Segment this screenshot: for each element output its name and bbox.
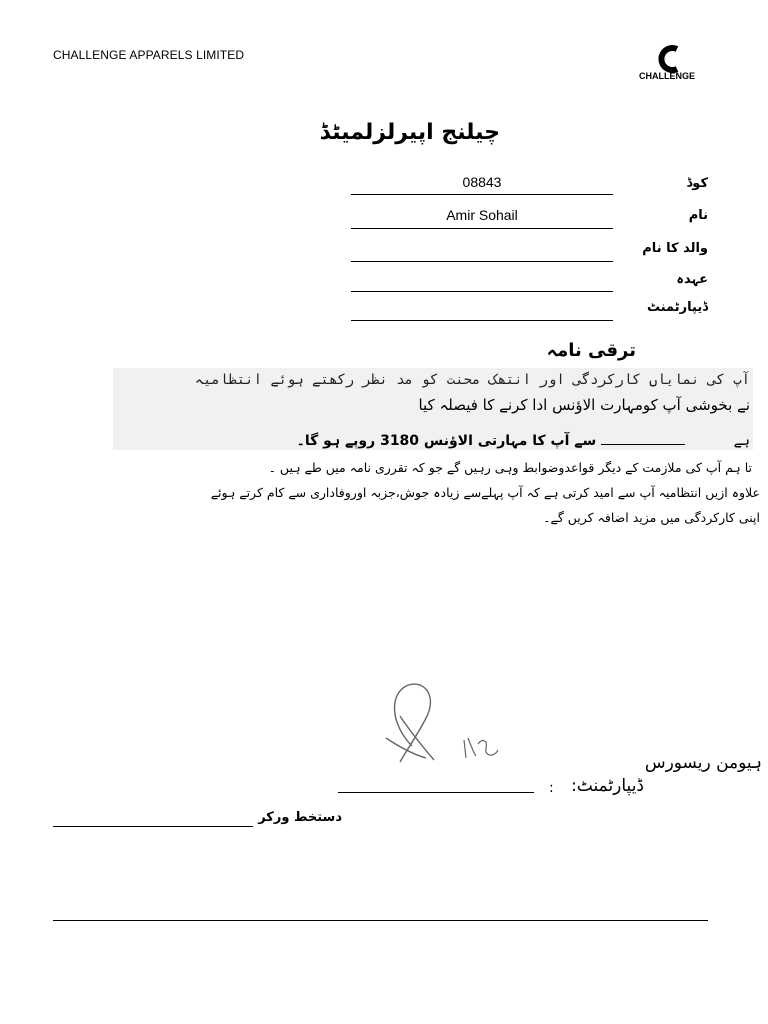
letter-line-4: تا ہم آپ کی ملازمت کے دیگر قواعدوضوابط وہی رہیں گے جو کہ تقرری نامہ میں طے ہیں ۔ xyxy=(268,460,752,475)
worker-signature-label: دستخط ورکر xyxy=(258,810,342,825)
department-colon: : xyxy=(549,780,554,796)
footer-divider xyxy=(53,920,708,921)
father-name-label: والد کا نام xyxy=(642,241,708,256)
signature-image xyxy=(378,676,508,776)
date-blank xyxy=(601,432,685,445)
code-label: کوڈ xyxy=(686,176,708,191)
code-line xyxy=(351,194,613,195)
document-title: چیلنج اپیرلزلمیٹڈ xyxy=(319,120,500,145)
challenge-logo-icon xyxy=(625,44,709,74)
worker-signature-line xyxy=(53,826,253,827)
company-name: CHALLENGE APPARELS LIMITED xyxy=(53,48,245,62)
letter-line-3-prefix: ہے xyxy=(733,433,750,449)
letter-line-1: آپ کی نمایاں کارکردگی اور انتھک محنت کو مد نظر رکھتے ہوئے انتظامیہ xyxy=(194,372,750,388)
designation-label: عہدہ xyxy=(676,272,708,287)
department-sign-label: ڈیپارٹمنٹ: xyxy=(571,776,644,796)
name-label: نام xyxy=(688,208,708,223)
letter-line-6: اپنی کارکردگی میں مزید اضافہ کریں گے۔ xyxy=(543,510,760,525)
father-name-line xyxy=(351,261,613,262)
letter-line-3 xyxy=(296,432,750,449)
hr-signature-line xyxy=(338,792,534,793)
letter-line-3-text: سے آپ کا مہارتی الاؤنس 3180 روپے ہو گا۔ xyxy=(296,433,597,449)
name-line xyxy=(351,228,613,229)
company-logo xyxy=(625,44,709,82)
hr-department-label: ہیومن ریسورس xyxy=(644,753,762,773)
department-label: ڈیپارٹمنٹ xyxy=(646,300,708,315)
logo-text: CHALLENGE xyxy=(639,71,695,81)
department-line xyxy=(351,320,613,321)
designation-line xyxy=(351,291,613,292)
name-value: Amir Sohail xyxy=(446,207,518,223)
code-value: 08843 xyxy=(462,174,502,190)
letter-line-2: نے بخوشی آپ کومہارت الاؤنس ادا کرنے کا فیصلہ کیا xyxy=(418,396,750,414)
handwritten-signature xyxy=(378,676,508,776)
letter-line-5: علاوہ ازیں انتظامیہ آپ سے امید کرتی ہے کہ آپ پہلےسے زیادہ جوش،جزبہ اوروفاداری سے کام کرتے ہوئے xyxy=(210,485,760,500)
letter-title: ترقی نامہ xyxy=(546,340,636,361)
